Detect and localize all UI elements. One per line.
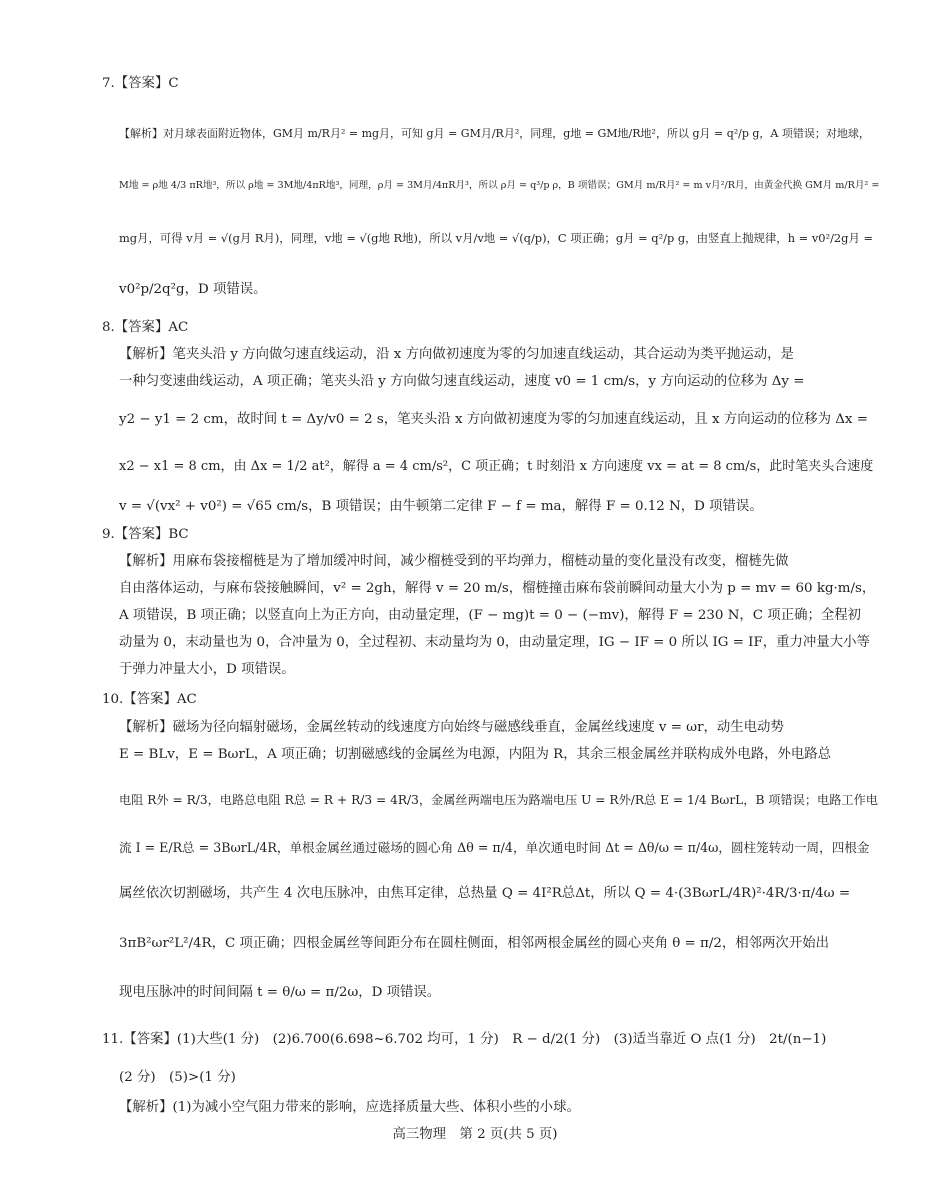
explanation-line: y2 − y1 = 2 cm，故时间 t = Δy/v0 = 2 s，笔夹头沿 x 方向做初速度为零的匀加速直线运动，且 x 方向运动的位移为 Δx = — [119, 412, 868, 427]
explanation-line: M地 = ρ地 4/3 πR地³，所以 ρ地 = 3M地/4πR地³，同理，ρ月 = 3M月/4πR月³，所以 ρ月 = q³/p ρ，B 项错误；GM月 m/R月² = m v月²/R月，由黄金代换 GM月 m/R月² = — [119, 180, 879, 191]
explanation-line: 自由落体运动，与麻布袋接触瞬间，v² = 2gh，解得 v = 20 m/s，榴梿撞击麻布袋前瞬间动量大小为 p = mv = 60 kg·m/s， — [119, 581, 876, 596]
answer-heading: 9.【答案】BC — [102, 527, 189, 542]
explanation-line: v = √(vx² + v0²) = √65 cm/s，B 项错误；由牛顿第二定律 F − f = ma，解得 F = 0.12 N，D 项错误。 — [119, 499, 763, 514]
explanation-line: 【解析】对月球表面附近物体，GM月 m/R月² = mg月，可知 g月 = GM月/R月²，同理，g地 = GM地/R地²，所以 g月 = q²/p g，A 项错误；对地球， — [119, 127, 870, 140]
explanation-line: 一种匀变速曲线运动，A 项正确；笔夹头沿 y 方向做匀速直线运动，速度 v0 = 1 cm/s，y 方向运动的位移为 Δy = — [119, 374, 805, 389]
answer-heading: 11.【答案】(1)大些(1 分) (2)6.700(6.698~6.702 均可，1 分) R − d/2(1 分) (3)适当靠近 O 点(1 分) 2t/(n−1) — [102, 1032, 827, 1047]
explanation-line: 电阻 R外 = R/3，电路总电阻 R总 = R + R/3 = 4R/3，金属丝两端电压为路端电压 U = R外/R总 E = 1/4 BωrL，B 项错误；电路工作电 — [119, 793, 878, 807]
explanation-line: 3πB²ωr²L²/4R，C 项正确；四根金属丝等间距分布在圆柱侧面，相邻两根金属丝的圆心夹角 θ = π/2，相邻两次开始出 — [119, 936, 829, 951]
explanation-line: 现电压脉冲的时间间隔 t = θ/ω = π/2ω，D 项错误。 — [119, 985, 441, 1000]
explanation-line: 【解析】用麻布袋接榴梿是为了增加缓冲时间，减少榴梿受到的平均弹力，榴梿动量的变化量没有改变，榴梿先做 — [119, 554, 789, 569]
explanation-line: 【解析】(1)为减小空气阻力带来的影响，应选择质量大些、体积小些的小球。 — [119, 1100, 580, 1115]
explanation-line: (2 分) (5)>(1 分) — [119, 1070, 236, 1085]
page-footer: 高三物理 第 2 页(共 5 页) — [392, 1127, 558, 1142]
explanation-line: 属丝依次切割磁场，共产生 4 次电压脉冲，由焦耳定律，总热量 Q = 4I²R总Δt，所以 Q = 4·(3BωrL/4R)²·4R/3·π/4ω = — [119, 886, 851, 901]
explanation-line: A 项错误，B 项正确；以竖直向上为正方向，由动量定理，(F − mg)t = 0 − (−mv)，解得 F = 230 N，C 项正确；全程初 — [119, 608, 862, 623]
explanation-line: 流 I = E/R总 = 3BωrL/4R，单根金属丝通过磁场的圆心角 Δθ = π/4，单次通电时间 Δt = Δθ/ω = π/4ω，圆柱笼转动一周，四根金 — [119, 840, 870, 855]
answer-heading: 7.【答案】C — [102, 76, 179, 91]
explanation-line: 【解析】笔夹头沿 y 方向做匀速直线运动，沿 x 方向做初速度为零的匀加速直线运动，其合运动为类平抛运动，是 — [119, 347, 794, 362]
explanation-line: 于弹力冲量大小，D 项错误。 — [119, 662, 295, 677]
answer-heading: 8.【答案】AC — [102, 320, 189, 335]
explanation-line: E = BLv，E = BωrL，A 项正确；切割磁感线的金属丝为电源，内阻为 R，其余三根金属丝并联构成外电路，外电路总 — [119, 747, 832, 762]
explanation-line: 【解析】磁场为径向辐射磁场，金属丝转动的线速度方向始终与磁感线垂直，金属丝线速度 v = ωr，动生电动势 — [119, 720, 784, 735]
explanation-line: mg月，可得 v月 = √(g月 R月)，同理，v地 = √(g地 R地)，所以 v月/v地 = √(q/p)，C 项正确；g月 = q²/p g，由竖直上抛规律，h = v0²/2g月 = — [119, 231, 874, 245]
explanation-line: 动量为 0，末动量也为 0，合冲量为 0，全过程初、末动量均为 0，由动量定理，IG − IF = 0 所以 IG = IF，重力冲量大小等 — [119, 635, 870, 650]
explanation-line: x2 − x1 = 8 cm，由 Δx = 1/2 at²，解得 a = 4 cm/s²，C 项正确；t 时刻沿 x 方向速度 vx = at = 8 cm/s，此时笔夹头合速度 — [119, 459, 874, 474]
answer-heading: 10.【答案】AC — [102, 692, 197, 707]
explanation-line: v0²p/2q²g，D 项错误。 — [119, 282, 267, 297]
